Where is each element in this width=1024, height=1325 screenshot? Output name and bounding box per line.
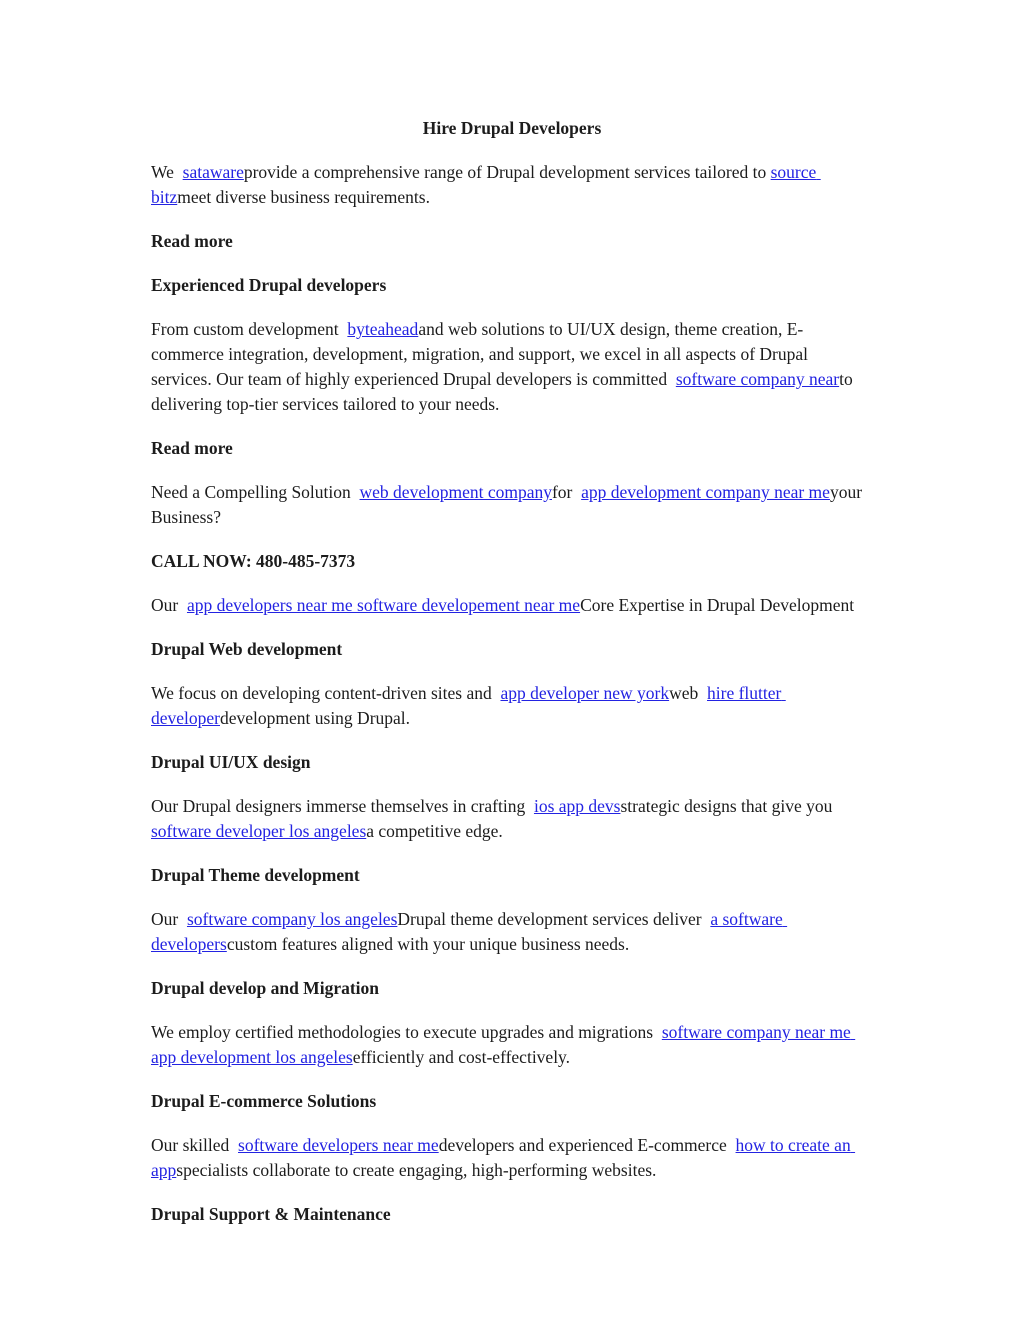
text-run: We	[151, 162, 183, 182]
link-software-developer-los-angeles[interactable]: software developer los angeles	[151, 821, 367, 841]
text-run: provide a comprehensive range of Drupal development services tailored to	[243, 162, 771, 182]
text-run: meet diverse business requirements.	[177, 187, 430, 207]
heading-experienced-drupal-developers: Experienced Drupal developers	[151, 275, 387, 295]
paragraph-theme-development	[151, 907, 873, 957]
text-run: development using Drupal.	[220, 708, 411, 728]
text-run: Our skilled	[151, 1135, 239, 1155]
link-sataware[interactable]: sataware	[182, 162, 244, 182]
link-app-development-company-near-me[interactable]: app development company near me	[581, 482, 830, 502]
paragraph-uiux-design	[151, 794, 873, 844]
text-run: Our	[151, 595, 187, 615]
text-run: to delivering top-tier services tailored to your needs.	[151, 369, 858, 414]
page-title: Hire Drupal Developers	[422, 118, 602, 138]
heading-drupal-uiux-design: Drupal UI/UX design	[151, 752, 311, 772]
heading-read-more-1: Read more	[151, 231, 233, 251]
paragraph-compelling-solution	[151, 480, 873, 530]
link-a-software-developers[interactable]: a software developers	[151, 909, 788, 954]
text-run: From custom development	[151, 319, 348, 339]
link-how-to-create-an-app[interactable]: how to create an app	[151, 1135, 856, 1180]
link-ios-app-devs[interactable]: ios app devs	[533, 796, 621, 816]
text-run: your Business?	[151, 482, 867, 527]
heading-read-more-2: Read more	[151, 438, 233, 458]
text-run: Need a Compelling Solution	[151, 482, 360, 502]
paragraph-ecommerce	[151, 1133, 873, 1183]
paragraph-experienced	[151, 317, 873, 417]
heading-drupal-develop-and-migration: Drupal develop and Migration	[151, 978, 380, 998]
heading-drupal-support-maintenance: Drupal Support & Maintenance	[151, 1204, 391, 1224]
paragraph-intro	[151, 160, 873, 210]
text-run: We employ certified methodologies to execute upgrades and migrations	[151, 1022, 662, 1042]
link-source-bitz[interactable]: source bitz	[151, 162, 821, 207]
text-run: Our	[151, 909, 187, 929]
text-run: for	[551, 482, 582, 502]
heading-drupal-theme-development: Drupal Theme development	[151, 865, 360, 885]
heading-drupal-web-development: Drupal Web development	[151, 639, 343, 659]
text-run: strategic designs that give you	[620, 796, 842, 816]
heading-drupal-ecommerce-solutions: Drupal E-commerce Solutions	[151, 1091, 377, 1111]
text-run: developers and experienced E-commerce	[438, 1135, 736, 1155]
text-run: efficiently and cost-effectively.	[352, 1047, 571, 1067]
text-run: We focus on developing content-driven sites and	[151, 683, 501, 703]
text-run: Core Expertise in Drupal Development	[580, 595, 855, 615]
link-byteahead[interactable]: byteahead	[347, 319, 419, 339]
link-software-company-los-angeles[interactable]: software company los angeles	[186, 909, 398, 929]
heading-call-now: CALL NOW: 480-485-7373	[151, 551, 356, 571]
text-run: Our Drupal designers immerse themselves in crafting	[151, 796, 534, 816]
link-software-company-near-me-app-development-los-angeles[interactable]: software company near me app development los angeles	[151, 1022, 856, 1067]
text-run: web	[669, 683, 708, 703]
text-run: Drupal theme development services deliver	[397, 909, 711, 929]
paragraph-develop-migration	[151, 1020, 873, 1070]
link-app-developers-near-me[interactable]: app developers near me software developement near me	[186, 595, 581, 615]
link-software-company-near[interactable]: software company near	[675, 369, 840, 389]
text-run: and web solutions to UI/UX design, theme creation, E-commerce integration, development, migration, and support, we excel in all aspects of Drupal services. Our team of highly experienced Drupal developers is committed	[151, 319, 813, 389]
link-hire-flutter-developer[interactable]: hire flutter developer	[151, 683, 786, 728]
text-run: specialists collaborate to create engaging, high-performing websites.	[176, 1160, 657, 1180]
link-software-developers-near-me[interactable]: software developers near me	[238, 1135, 439, 1155]
link-app-developer-new-york[interactable]: app developer new york	[500, 683, 670, 703]
link-web-development-company[interactable]: web development company	[359, 482, 552, 502]
paragraph-core-expertise	[151, 593, 873, 618]
paragraph-web-development	[151, 681, 873, 731]
text-run: a competitive edge.	[366, 821, 503, 841]
text-run: custom features aligned with your unique business needs.	[226, 934, 630, 954]
